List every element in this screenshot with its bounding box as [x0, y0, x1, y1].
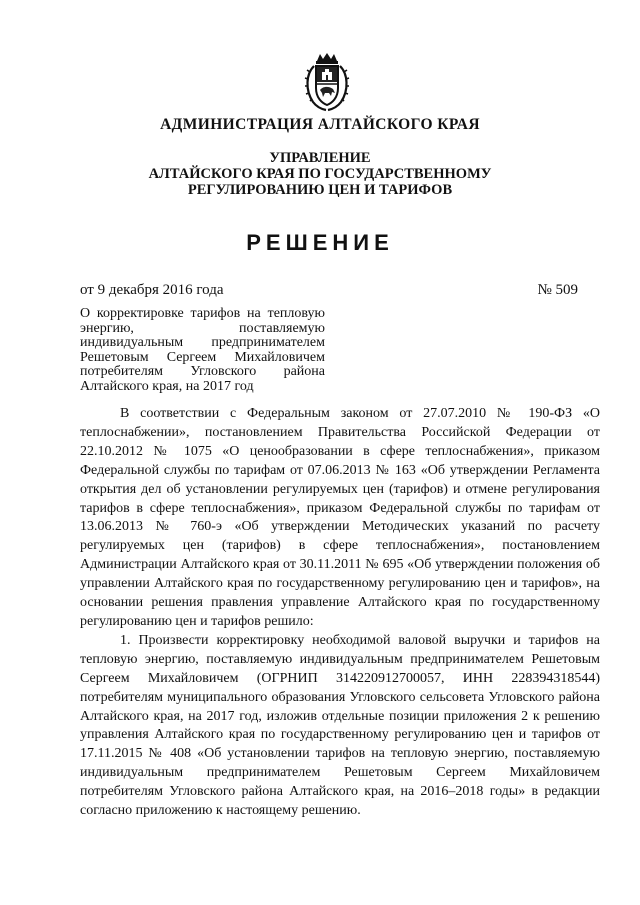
department-line: РЕГУЛИРОВАНИЮ ЦЕН И ТАРИФОВ: [187, 182, 453, 198]
body-paragraph-item-1: 1. Произвести корректировку необходимой валовой выручки и тарифов на тепловую энергию, поставляемую индивидуальным предпринимателем Решетовым Сергеем Михайловичем (ОГРНИП 314220912700057, ИНН 228394318544) потребителям муниципального образования Угловского сельсовета Угловского района Алтайского края, на 2017 год, изложив отдельные позиции приложения 2 к решению управления Алтайского края по государственному регулированию цен и тарифов от 17.11.2015 № 408 «Об установлении тарифов на тепловую энергию, поставляемую индивидуальным предпринимателем Решетовым Сергеем Михайловичем потребителям Угловского района Алтайского края, на 2016–2018 годы» в редакции согласно приложению к настоящему решению.: [80, 632, 600, 819]
document-number: № 509: [537, 282, 578, 298]
document-date: от 9 декабря 2016 года: [80, 282, 224, 298]
department-line: АЛТАЙСКОГО КРАЯ ПО ГОСУДАРСТВЕННОМУ: [148, 166, 492, 182]
altai-krai-coat-of-arms-icon: [304, 52, 350, 112]
body-paragraph-preamble: В соответствии с Федеральным законом от 27.07.2010 № 190-ФЗ «О теплоснабжении», постановлением Правительства Российской Федерации от 22.10.2012 № 1075 «О ценообразовании в сфере теплоснабжения», приказом Федеральной службы по тарифам от 07.06.2013 № 163 «Об утверждении Регламента открытия дел об установлении регулируемых цен (тарифов) и отмене регулирования тарифов в сфере теплоснабжения», приказом Федеральной службы по тарифам от 13.06.2013 № 760-э «Об утверждении Методических указаний по расчету регулируемых цен (тарифов) в сфере теплоснабжения», постановлением Администрации Алтайского края от 30.11.2011 № 695 «Об утверждении положения об управлении Алтайского края по государственному регулированию цен и тарифов», на основании решения правления управление Алтайского края по государственному регулированию цен и тарифов решило:: [80, 406, 600, 629]
department-line: УПРАВЛЕНИЕ: [269, 150, 371, 166]
department-name: [0, 150, 640, 198]
document-body: [80, 405, 600, 821]
organization-name: АДМИНИСТРАЦИЯ АЛТАЙСКОГО КРАЯ: [160, 116, 480, 133]
document-subject: О корректировке тарифов на тепловую энергию, поставляемую индивидуальным предпринимателем Решетовым Сергеем Михайловичем потребителям Угловского района Алтайского края, на 2017 год: [80, 306, 325, 394]
document-type-title: РЕШЕНИЕ: [246, 230, 394, 255]
